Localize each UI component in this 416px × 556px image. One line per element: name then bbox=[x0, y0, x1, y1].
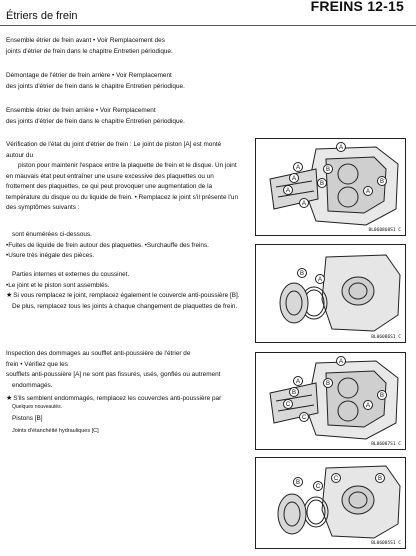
front-caliper-text: Ensemble étrier de frein avant • Voir Remplacement des joints d'étrier de frein dans le chapitre Entretien périodique. bbox=[6, 37, 173, 55]
svg-text:B: B bbox=[377, 476, 383, 482]
caliper-diagram-2 bbox=[256, 245, 405, 342]
rear-caliper-removal-text: Démontage de l'étrier de frein arrière • Voir Remplacement des joints d'étrier de frein dans le chapitre Entretien périodique. bbox=[6, 72, 185, 90]
figure-piston-seal bbox=[255, 244, 406, 343]
star-icon: ★ bbox=[6, 395, 13, 402]
caliper-diagram-4 bbox=[256, 458, 405, 548]
figure-code: BL06085S1 C bbox=[371, 541, 401, 546]
figure-code: BL060868S1 C bbox=[368, 228, 401, 233]
seal-check-list-intro: sont énumérées ci-dessous. bbox=[12, 231, 92, 238]
seal-check-warning: ★Si vous remplacez le joint, remplacez également le couvercle anti-poussière [B]. bbox=[6, 292, 240, 299]
dust-boot-new-parts: Quelques nouveautés. bbox=[12, 404, 63, 410]
svg-text:B: B bbox=[291, 390, 297, 396]
seal-check-text: Vérification de l'état du joint d'étrier de frein : Le joint de piston [A] est monté autour du piston pour maintenir l'espace entre la plaquette de frein et le disque. Un joint en mauvais état peut entraîner une usure excessive des plaquettes ou un frottement des plaquettes, ce qui peut provoquer une augmentation de la température du disque ou du liquide de frein. • Remplacez le joint s'il présente l'un des symptômes suivants : bbox=[6, 141, 239, 211]
svg-text:A: A bbox=[365, 189, 371, 195]
section-title: Étriers de frein bbox=[6, 10, 78, 22]
seal-check-assembled: •Le joint et le piston sont assemblés. bbox=[6, 282, 110, 289]
svg-text:A: A bbox=[285, 188, 291, 194]
svg-text:B: B bbox=[295, 480, 301, 486]
svg-text:B: B bbox=[325, 381, 331, 387]
svg-text:B: B bbox=[379, 179, 385, 185]
svg-text:C: C bbox=[315, 484, 321, 490]
svg-text:A: A bbox=[301, 201, 307, 207]
svg-text:A: A bbox=[291, 176, 297, 182]
dust-boot-pistons: Pistons [B] bbox=[12, 415, 43, 422]
svg-text:A: A bbox=[295, 165, 301, 171]
figure-dust-boots bbox=[255, 352, 406, 450]
figure-code: BL06087S1 C bbox=[371, 442, 401, 447]
page-label: FREINS 12-15 bbox=[310, 0, 404, 14]
svg-text:C: C bbox=[333, 476, 339, 482]
seal-check-replace-all: De plus, remplacez tous les joints à chaque changement de plaquettes de frein. bbox=[12, 303, 238, 310]
svg-text:B: B bbox=[299, 271, 305, 277]
svg-text:C: C bbox=[285, 402, 291, 408]
svg-text:A: A bbox=[317, 277, 323, 283]
svg-text:A: A bbox=[295, 379, 301, 385]
caliper-diagram-3 bbox=[256, 353, 405, 449]
star-icon: ★ bbox=[6, 292, 13, 299]
svg-text:B: B bbox=[379, 393, 385, 399]
svg-text:B: B bbox=[325, 167, 331, 173]
svg-text:A: A bbox=[338, 145, 344, 151]
figure-pistons-seals bbox=[255, 457, 406, 549]
caliper-diagram-1 bbox=[256, 139, 405, 235]
svg-text:A: A bbox=[338, 359, 344, 365]
seal-check-symptoms-1: •Fuites de liquide de frein autour des plaquettes. •Surchauffe des freins. bbox=[6, 242, 209, 249]
svg-text:B: B bbox=[319, 181, 325, 187]
figure-code: BL06086S1 C bbox=[371, 335, 401, 340]
dust-boot-text: Inspection des dommages au soufflet anti-poussière de l'étrier de frein • Vérifiez que les soufflets anti-poussière [A] ne sont pas fissurés, usés, gonflés ou autrement endommagés. bbox=[6, 350, 221, 389]
dust-boot-warning: ★S'ils semblent endommagés, remplacez les couvercles anti-poussière par bbox=[6, 395, 222, 402]
svg-text:A: A bbox=[365, 403, 371, 409]
rear-caliper-assembly-text: Ensemble étrier de frein arrière • Voir Remplacement des joints d'étrier de frein dans le chapitre Entretien périodique. bbox=[6, 107, 185, 125]
dust-boot-hydraulic-seals: Joints d'étanchéité hydrauliques [C] bbox=[12, 428, 99, 434]
header-rule bbox=[0, 25, 416, 26]
seal-check-symptoms-2: •Usure très inégale des pièces. bbox=[6, 252, 95, 259]
figure-caliper-pistons bbox=[255, 138, 406, 236]
svg-text:C: C bbox=[301, 415, 307, 421]
seal-check-pad-parts: Parties internes et externes du coussinet. bbox=[12, 271, 130, 278]
